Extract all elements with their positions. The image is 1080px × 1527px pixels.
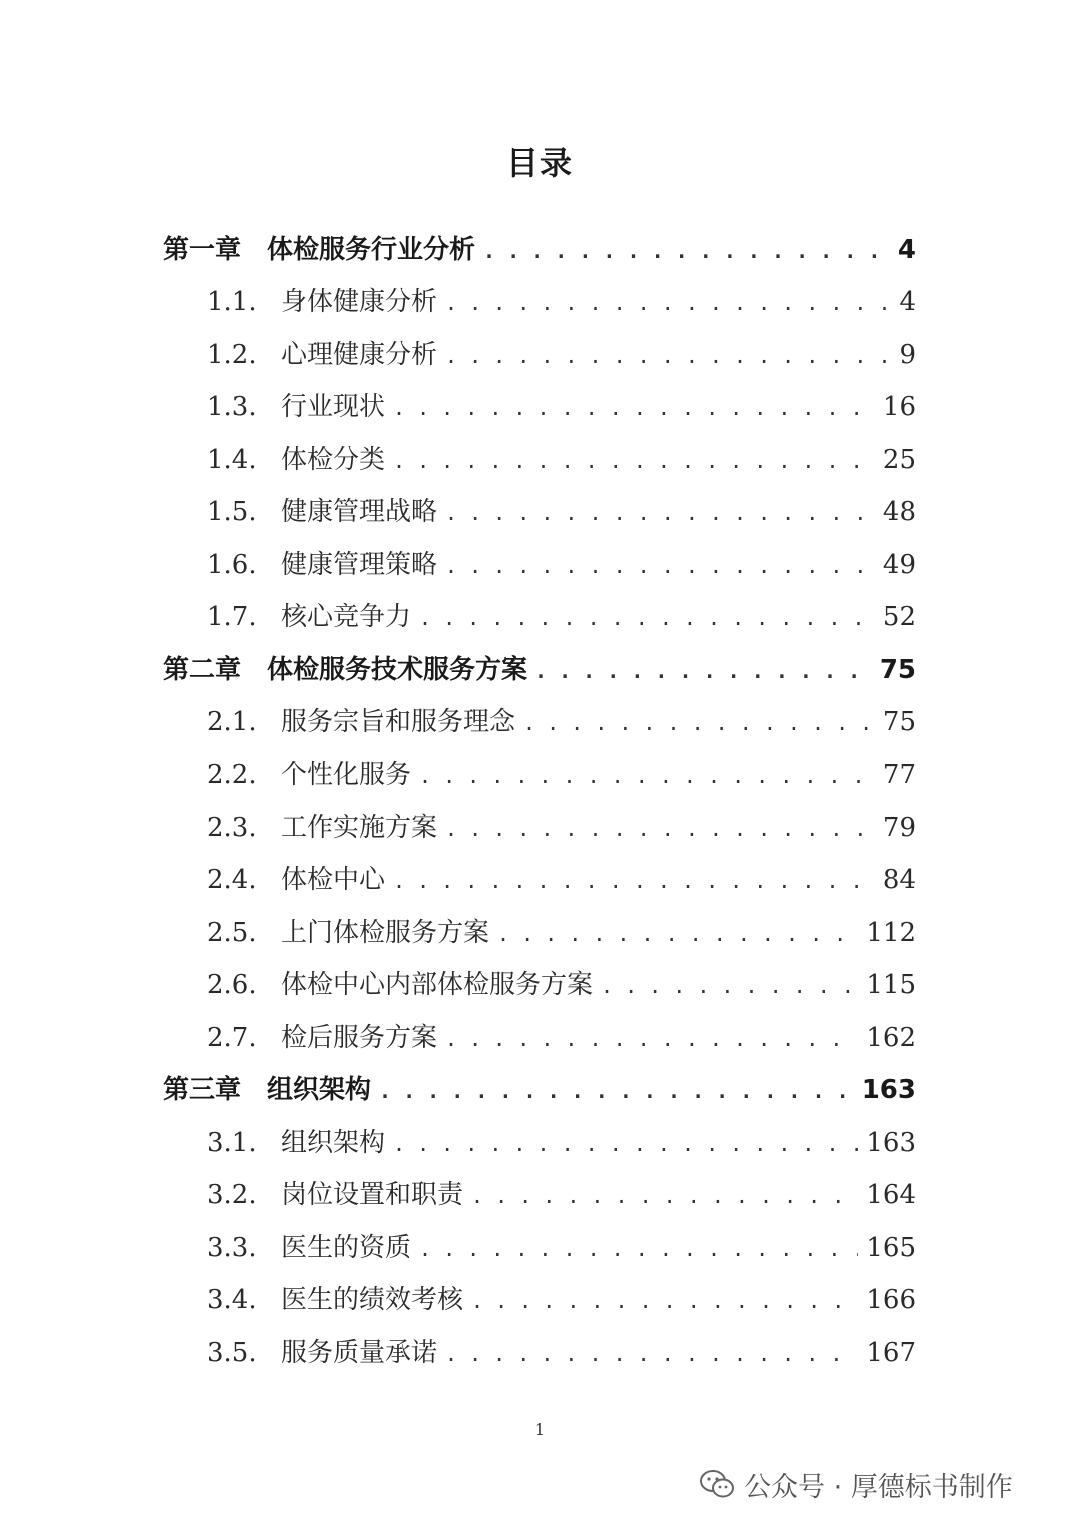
toc-section-1-4[interactable] — [207, 440, 916, 480]
toc-number: 2.5. — [207, 918, 257, 948]
toc-leader — [379, 1071, 854, 1111]
toc-leader — [419, 598, 875, 638]
toc-section-2-3[interactable] — [207, 808, 916, 848]
toc-section-2-7[interactable] — [207, 1018, 916, 1058]
toc-section-1-5[interactable] — [207, 492, 916, 532]
toc-number: 1.2. — [207, 340, 257, 370]
toc-label: 个性化服务 — [281, 760, 412, 790]
toc-leader — [419, 756, 875, 796]
toc-label: 组织架构 — [267, 1075, 372, 1105]
toc-leader — [445, 1334, 858, 1374]
toc-number: 2.3. — [207, 813, 257, 843]
toc-page: 77 — [882, 760, 916, 790]
toc-label: 健康管理战略 — [281, 497, 438, 527]
toc-number: 1.5. — [207, 497, 257, 527]
page-number: 1 — [534, 1420, 546, 1439]
toc-number: 2.4. — [207, 865, 257, 895]
toc-number: 2.2. — [207, 760, 257, 790]
toc-label: 心理健康分析 — [281, 340, 438, 370]
toc-leader — [445, 283, 891, 323]
toc-leader — [393, 1124, 858, 1164]
toc-label: 健康管理策略 — [281, 550, 438, 580]
toc-label: 服务宗旨和服务理念 — [281, 707, 516, 737]
toc-number: 1.3. — [207, 392, 257, 422]
toc-label: 岗位设置和职责 — [281, 1180, 464, 1210]
toc-page: 166 — [866, 1285, 916, 1315]
toc-page: 167 — [866, 1338, 916, 1368]
toc-number: 3.2. — [207, 1180, 257, 1210]
toc-leader — [445, 336, 891, 376]
toc-section-3-4[interactable] — [207, 1280, 916, 1320]
toc-number: 3.3. — [207, 1233, 257, 1263]
toc-leader — [523, 703, 875, 743]
toc-page: 115 — [866, 970, 916, 1000]
toc-section-2-4[interactable] — [207, 860, 916, 900]
toc-label: 检后服务方案 — [281, 1023, 438, 1053]
toc-number: 2.1. — [207, 707, 257, 737]
toc-leader — [445, 493, 875, 533]
toc-page: 163 — [866, 1128, 916, 1158]
toc-page: 162 — [866, 1023, 916, 1053]
toc-leader — [535, 651, 872, 691]
page-title: 目录 — [505, 144, 574, 182]
toc-number: 1.6. — [207, 550, 257, 580]
toc-chapter-1[interactable] — [163, 230, 916, 270]
toc-label: 上门体检服务方案 — [281, 918, 490, 948]
toc-section-2-5[interactable] — [207, 913, 916, 953]
toc-section-3-1[interactable] — [207, 1123, 916, 1163]
toc-section-2-2[interactable] — [207, 755, 916, 795]
toc-page: 4 — [899, 287, 916, 317]
toc-section-1-7[interactable] — [207, 597, 916, 637]
toc-number: 2.7. — [207, 1023, 257, 1053]
toc-page: 164 — [866, 1180, 916, 1210]
toc-page: 49 — [882, 550, 916, 580]
toc-section-1-6[interactable] — [207, 545, 916, 585]
toc-page: 79 — [882, 813, 916, 843]
toc-leader — [497, 914, 858, 954]
toc-label: 组织架构 — [281, 1128, 386, 1158]
toc-number: 第三章 — [163, 1075, 242, 1105]
toc-section-1-1[interactable] — [207, 282, 916, 322]
toc-page: 4 — [897, 235, 916, 265]
toc-label: 体检中心 — [281, 865, 386, 895]
toc-number: 3.1. — [207, 1128, 257, 1158]
toc-leader — [471, 1176, 858, 1216]
toc-section-1-3[interactable] — [207, 387, 916, 427]
toc-section-2-6[interactable] — [207, 965, 916, 1005]
toc-number: 2.6. — [207, 970, 257, 1000]
toc-leader — [445, 809, 875, 849]
toc-leader — [393, 861, 875, 901]
toc-page: 48 — [882, 497, 916, 527]
toc-number: 1.4. — [207, 445, 257, 475]
toc-label: 体检分类 — [281, 445, 386, 475]
toc-leader — [471, 1281, 858, 1321]
toc-leader — [445, 546, 875, 586]
toc-number: 第一章 — [163, 235, 242, 265]
toc-page: 112 — [866, 918, 916, 948]
toc-section-3-5[interactable] — [207, 1333, 916, 1373]
toc-chapter-3[interactable] — [163, 1070, 916, 1110]
toc-number: 3.5. — [207, 1338, 257, 1368]
toc-label: 体检服务行业分析 — [267, 235, 476, 265]
toc-leader — [393, 441, 875, 481]
toc-page: 52 — [882, 602, 916, 632]
toc-section-2-1[interactable] — [207, 702, 916, 742]
toc-section-1-2[interactable] — [207, 335, 916, 375]
toc-page: 75 — [879, 655, 916, 685]
toc-page: 165 — [866, 1233, 916, 1263]
toc-label: 服务质量承诺 — [281, 1338, 438, 1368]
toc-page: 16 — [882, 392, 916, 422]
toc-number: 3.4. — [207, 1285, 257, 1315]
toc-leader — [601, 966, 858, 1006]
toc-label: 医生的绩效考核 — [281, 1285, 464, 1315]
toc-label: 行业现状 — [281, 392, 386, 422]
toc-leader — [393, 388, 875, 428]
toc-label: 核心竞争力 — [281, 602, 412, 632]
toc-section-3-3[interactable] — [207, 1228, 916, 1268]
toc-label: 医生的资质 — [281, 1233, 412, 1263]
toc-label: 体检中心内部体检服务方案 — [281, 970, 594, 1000]
toc-page: 9 — [899, 340, 916, 370]
toc-label: 体检服务技术服务方案 — [267, 655, 528, 685]
toc-section-3-2[interactable] — [207, 1175, 916, 1215]
watermark — [700, 1462, 1013, 1506]
toc-number: 1.1. — [207, 287, 257, 317]
toc-chapter-2[interactable] — [163, 650, 916, 690]
toc-page: 163 — [861, 1075, 916, 1105]
wechat-icon — [700, 1469, 734, 1499]
toc-number: 第二章 — [163, 655, 242, 685]
toc-page: 25 — [882, 445, 916, 475]
toc-number: 1.7. — [207, 602, 257, 632]
watermark-text: 公众号 · 厚德标书制作 — [744, 1471, 1013, 1503]
toc-page: 75 — [882, 707, 916, 737]
toc-leader — [483, 231, 890, 271]
toc-label: 身体健康分析 — [281, 287, 438, 317]
toc-leader — [445, 1019, 858, 1059]
toc-label: 工作实施方案 — [281, 813, 438, 843]
toc-leader — [419, 1229, 858, 1269]
toc-page: 84 — [882, 865, 916, 895]
